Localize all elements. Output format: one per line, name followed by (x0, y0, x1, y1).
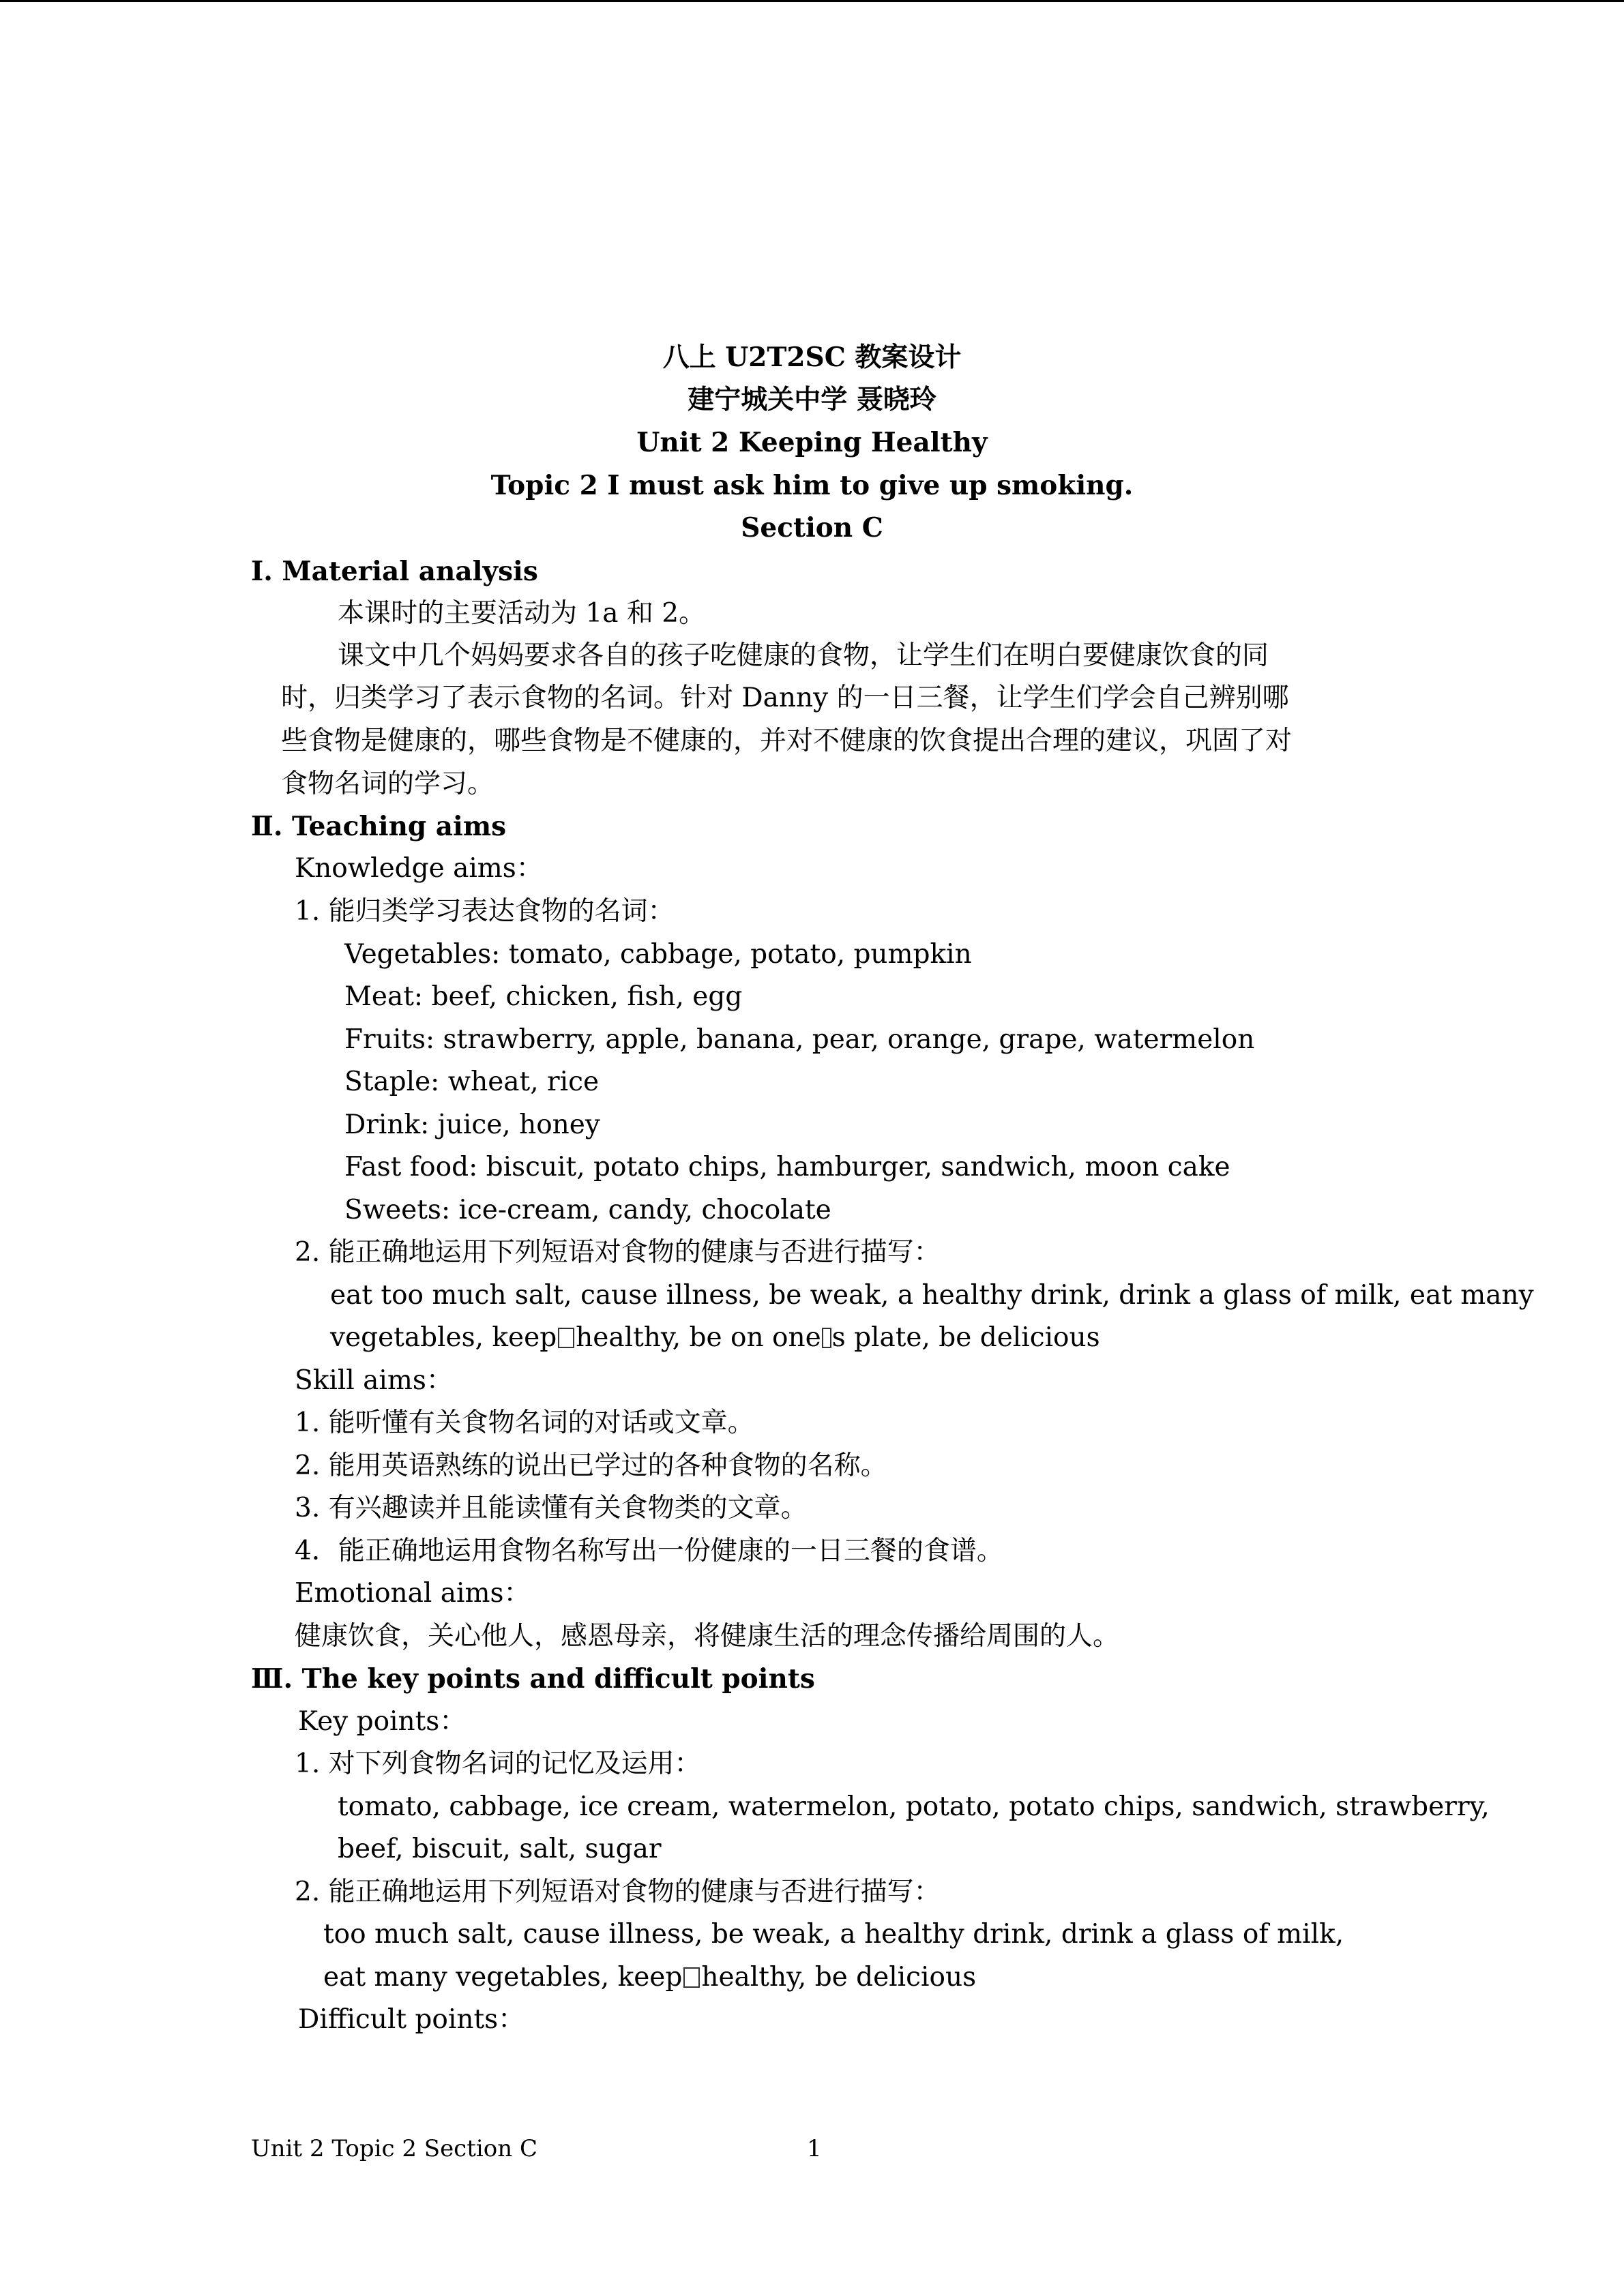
phrase-line (330, 1322, 1100, 1354)
unit-title: Unit 2 Keeping Healthy (636, 427, 988, 458)
food-category-line: Meat: beef, chicken, fish, egg (344, 981, 743, 1012)
key-point-2-line: too much salt, cause illness, be weak, a healthy drink, drink a glass of milk, (323, 1919, 1344, 1950)
teaching-aims-heading: Ⅱ. Teaching aims (251, 811, 507, 842)
topic-title: Topic 2 I must ask him to give up smoking. (490, 470, 1134, 501)
key-point-2: 2. 能正确地运用下列短语对食物的健康与否进行描写： (295, 1877, 941, 1907)
food-category-line: Sweets: ice-cream, candy, chocolate (344, 1195, 831, 1225)
phrase-segment: s plate, be delicious (831, 1322, 1100, 1353)
food-category-line: Vegetables: tomato, cabbage, potato, pumpkin (344, 939, 972, 970)
difficult-points-label: Difficult points： (298, 2004, 525, 2035)
knowledge-aim-2: 2. 能正确地运用下列短语对食物的健康与否进行描写： (295, 1237, 941, 1268)
skill-aim: 1. 能听懂有关食物名词的对话或文章。 (295, 1407, 754, 1438)
key-point-2-line (323, 1961, 976, 1994)
missing-glyph-box (558, 1328, 574, 1348)
knowledge-aims-label: Knowledge aims： (295, 853, 543, 884)
material-paragraph-2-line: 课文中几个妈妈要求各自的孩子吃健康的食物，让学生们在明白要健康饮食的同 (338, 640, 1269, 671)
section-title: Section C (741, 512, 883, 543)
key-point-1: 1. 对下列食物名词的记忆及运用： (295, 1748, 701, 1779)
document-title: 八上 U2T2SC 教案设计 (662, 342, 962, 373)
material-paragraph-2-line: 些食物是健康的，哪些食物是不健康的，并对不健康的饮食提出合理的建议，巩固了对 (281, 726, 1293, 756)
phrase-line: eat too much salt, cause illness, be weak, a healthy drink, drink a glass of milk, eat many (330, 1280, 1534, 1311)
skill-aim: 2. 能用英语熟练的说出已学过的各种食物的名称。 (295, 1450, 887, 1481)
skill-aim: 4．能正确地运用食物名称写出一份健康的一日三餐的食谱。 (295, 1536, 1003, 1566)
emotional-aims-text: 健康饮食，关心他人，感恩母亲，将健康生活的理念传播给周围的人。 (295, 1621, 1120, 1652)
skill-aim: 3. 有兴趣读并且能读懂有关食物类的文章。 (295, 1493, 808, 1523)
phrase-segment: healthy, be on one (576, 1322, 821, 1353)
food-category-line: Staple: wheat, rice (344, 1067, 600, 1097)
key-points-heading: Ⅲ. The key points and difficult points (251, 1663, 815, 1695)
emotional-aims-label: Emotional aims： (295, 1578, 531, 1609)
key-point-1-line: beef, biscuit, salt, sugar (338, 1834, 662, 1864)
key-points-label: Key points： (298, 1706, 467, 1737)
material-paragraph-1: 本课时的主要活动为 1a 和 2。 (338, 598, 706, 629)
key-point-1-line: tomato, cabbage, ice cream, watermelon, potato, potato chips, sandwich, strawberry, (338, 1791, 1490, 1822)
food-category-line: Fast food: biscuit, potato chips, hamburger, sandwich, moon cake (344, 1152, 1230, 1182)
food-category-line: Drink: juice, honey (344, 1109, 600, 1140)
top-border (0, 0, 1624, 2)
author-line: 建宁城关中学 聂晓玲 (688, 384, 936, 415)
skill-aims-label: Skill aims： (295, 1365, 453, 1396)
missing-glyph-box (822, 1328, 831, 1348)
footer-section-label: Unit 2 Topic 2 Section C (251, 2135, 537, 2162)
knowledge-aim-1: 1. 能归类学习表达食物的名词： (295, 896, 675, 927)
phrase-segment: healthy, be delicious (701, 1962, 977, 1993)
page-number: 1 (807, 2135, 822, 2162)
phrase-segment: eat many vegetables, keep (323, 1962, 683, 1993)
material-paragraph-2-line: 时，归类学习了表示食物的名词。针对 Danny 的一日三餐，让学生们学会自己辨别哪 (281, 683, 1289, 713)
material-paragraph-2-line: 食物名词的学习。 (281, 769, 494, 799)
material-analysis-heading: Ⅰ. Material analysis (251, 556, 538, 587)
phrase-segment: vegetables, keep (330, 1322, 557, 1353)
missing-glyph-box (683, 1967, 700, 1988)
food-category-line: Fruits: strawberry, apple, banana, pear, orange, grape, watermelon (344, 1024, 1255, 1055)
